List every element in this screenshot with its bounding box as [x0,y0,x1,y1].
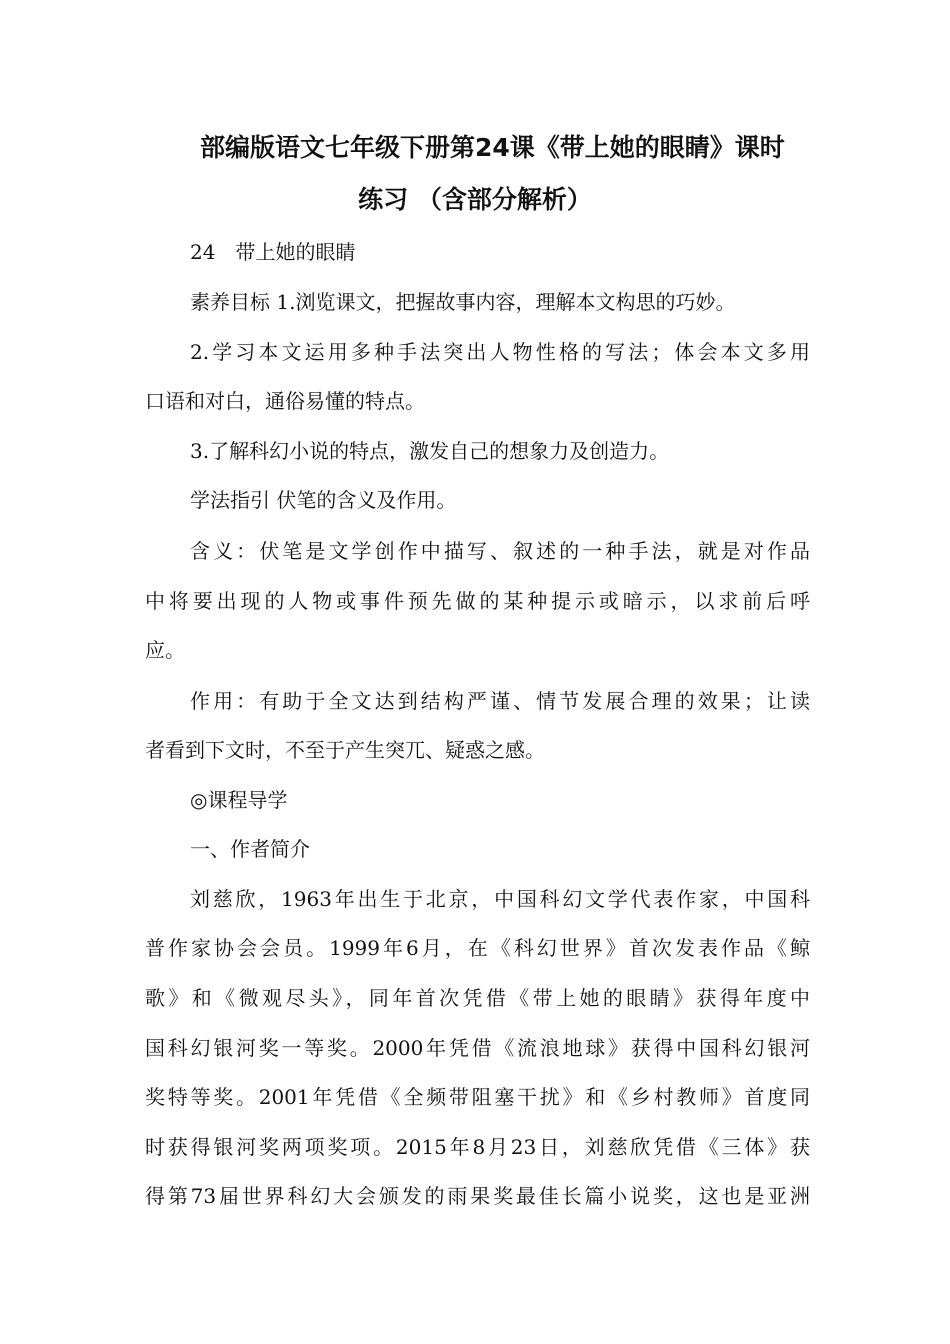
text-line: 歌》和《微观尽头》，同年首次凭借《带上她的眼睛》获得年度中 [145,986,810,1010]
text-line: 作用：有助于全文达到结构严谨、情节发展合理的效果；让读 [190,689,810,713]
text-line: 普作家协会会员。1999年6月，在《科幻世界》首次发表作品《鲸 [145,936,810,960]
text-line: 应。 [145,638,185,662]
document-title-line-1: 部编版语文七年级下册第24课《带上她的眼睛》课时 [200,133,785,162]
text-line: 奖特等奖。2001年凭借《全频带阻塞干扰》和《乡村教师》首度同 [145,1085,810,1109]
section-heading: 一、作者简介 [190,837,310,861]
lesson-heading: 24 带上她的眼睛 [190,240,356,264]
text-line: 3.了解科幻小说的特点，激发自己的想象力及创造力。 [190,439,670,463]
text-line: 含义：伏笔是文学创作中描写、叙述的一种手法，就是对作品 [190,539,810,563]
text-line: 者看到下文时，不至于产生突兀、疑惑之感。 [145,738,545,762]
text-line: 学法指引 伏笔的含义及作用。 [190,488,457,512]
text-line: 时获得银河奖两项奖项。2015年8月23日，刘慈欣凭借《三体》获 [145,1135,810,1159]
text-line: 口语和对白，通俗易懂的特点。 [145,389,425,413]
document-title-line-2: 练习 （含部分解析） [358,185,592,214]
text-line: 刘慈欣，1963年出生于北京，中国科幻文学代表作家，中国科 [190,887,810,911]
text-line: 2.学习本文运用多种手法突出人物性格的写法；体会本文多用 [190,340,810,364]
text-line: 国科幻银河奖一等奖。2000年凭借《流浪地球》获得中国科幻银河 [145,1036,810,1060]
text-line: 中将要出现的人物或事件预先做的某种提示或暗示，以求前后呼 [145,589,810,613]
text-line: 素养目标 1.浏览课文，把握故事内容，理解本文构思的巧妙。 [190,290,736,314]
text-line: 得第73届世界科幻大会颁发的雨果奖最佳长篇小说奖，这也是亚洲 [145,1184,810,1208]
section-heading: ◎课程导学 [190,788,288,812]
